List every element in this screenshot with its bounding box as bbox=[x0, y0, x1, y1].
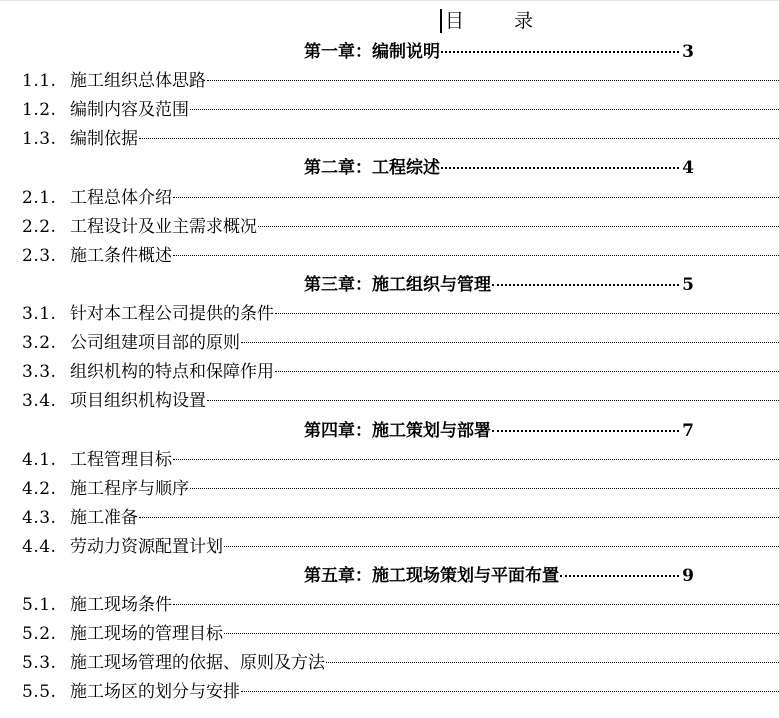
item-text: 工程管理目标 bbox=[70, 450, 172, 470]
dot-leader bbox=[275, 313, 779, 314]
item-number: 5.1. bbox=[22, 595, 57, 615]
toc-item-5-5[interactable] bbox=[22, 678, 779, 706]
item-text: 项目组织机构设置 bbox=[70, 391, 206, 411]
dot-leader bbox=[560, 575, 679, 577]
toc-item-2-1[interactable] bbox=[22, 184, 779, 212]
item-text: 工程总体介绍 bbox=[70, 188, 172, 208]
dot-leader bbox=[207, 80, 779, 81]
dot-leader bbox=[139, 517, 779, 518]
item-text: 施工组织总体思路 bbox=[70, 71, 206, 91]
page-top-edge bbox=[0, 0, 779, 1]
toc-item-4-3[interactable] bbox=[22, 504, 779, 532]
toc-item-5-1[interactable] bbox=[22, 591, 779, 619]
item-number: 3.1. bbox=[22, 304, 57, 324]
dot-leader bbox=[492, 430, 679, 432]
dot-leader bbox=[173, 197, 779, 198]
chapter-label: 第一章：编制说明 bbox=[304, 42, 440, 62]
item-text: 施工场区的划分与安排 bbox=[70, 682, 240, 702]
item-number: 1.3. bbox=[22, 129, 57, 149]
toc-chapter-3[interactable] bbox=[304, 271, 694, 299]
dot-leader bbox=[275, 371, 779, 372]
chapter-page: 9 bbox=[682, 566, 694, 586]
toc-title-first: 目 bbox=[445, 10, 465, 32]
item-number: 5.5. bbox=[22, 682, 57, 702]
dot-leader bbox=[441, 167, 679, 169]
toc-item-3-2[interactable] bbox=[22, 329, 779, 357]
item-text: 组织机构的特点和保障作用 bbox=[70, 362, 274, 382]
dot-leader bbox=[173, 604, 779, 605]
toc-chapter-5[interactable] bbox=[304, 562, 694, 590]
dot-leader bbox=[173, 459, 779, 460]
chapter-page: 5 bbox=[682, 275, 694, 295]
chapter-label: 第三章：施工组织与管理 bbox=[304, 275, 491, 295]
item-number: 3.2. bbox=[22, 333, 57, 353]
dot-leader bbox=[207, 400, 779, 401]
item-text: 施工程序与顺序 bbox=[70, 479, 189, 499]
dot-leader bbox=[326, 662, 779, 663]
toc-title bbox=[440, 8, 533, 34]
item-text: 编制依据 bbox=[70, 129, 138, 149]
toc-item-2-3[interactable] bbox=[22, 242, 779, 270]
dot-leader bbox=[190, 109, 779, 110]
toc-item-1-1[interactable] bbox=[22, 67, 779, 95]
item-number: 4.4. bbox=[22, 537, 57, 557]
toc-item-5-2[interactable] bbox=[22, 620, 779, 648]
item-number: 1.2. bbox=[22, 100, 57, 120]
toc-item-4-2[interactable] bbox=[22, 475, 779, 503]
item-text: 施工条件概述 bbox=[70, 246, 172, 266]
toc-item-3-1[interactable] bbox=[22, 300, 779, 328]
item-text: 编制内容及范围 bbox=[70, 100, 189, 120]
toc-chapter-1[interactable] bbox=[304, 38, 694, 66]
item-number: 2.1. bbox=[22, 188, 57, 208]
item-number: 5.3. bbox=[22, 653, 57, 673]
toc-item-5-3[interactable] bbox=[22, 649, 779, 677]
dot-leader bbox=[241, 342, 779, 343]
toc-item-3-4[interactable] bbox=[22, 387, 779, 415]
chapter-page: 3 bbox=[682, 42, 694, 62]
chapter-label: 第二章：工程综述 bbox=[304, 158, 440, 178]
dot-leader bbox=[492, 284, 679, 286]
toc-chapter-2[interactable] bbox=[304, 154, 694, 182]
toc-chapter-4[interactable] bbox=[304, 417, 694, 445]
dot-leader bbox=[241, 691, 779, 692]
toc-item-4-1[interactable] bbox=[22, 446, 779, 474]
dot-leader bbox=[441, 51, 679, 53]
toc-title-second: 录 bbox=[514, 10, 534, 32]
item-number: 5.2. bbox=[22, 624, 57, 644]
item-text: 施工准备 bbox=[70, 508, 138, 528]
item-text: 施工现场管理的依据、原则及方法 bbox=[70, 653, 325, 673]
dot-leader bbox=[258, 226, 779, 227]
dot-leader bbox=[224, 546, 779, 547]
item-number: 2.2. bbox=[22, 217, 57, 237]
item-text: 工程设计及业主需求概况 bbox=[70, 217, 257, 237]
item-number: 3.4. bbox=[22, 391, 57, 411]
chapter-label: 第四章：施工策划与部署 bbox=[304, 421, 491, 441]
dot-leader bbox=[173, 255, 779, 256]
item-text: 劳动力资源配置计划 bbox=[70, 537, 223, 557]
text-cursor bbox=[440, 9, 442, 33]
dot-leader bbox=[139, 138, 779, 139]
item-number: 4.1. bbox=[22, 450, 57, 470]
dot-leader bbox=[224, 633, 779, 634]
toc-item-1-2[interactable] bbox=[22, 96, 779, 124]
dot-leader bbox=[190, 488, 779, 489]
chapter-page: 7 bbox=[682, 421, 694, 441]
item-text: 施工现场条件 bbox=[70, 595, 172, 615]
item-number: 1.1. bbox=[22, 71, 57, 91]
chapter-label: 第五章：施工现场策划与平面布置 bbox=[304, 566, 559, 586]
item-text: 公司组建项目部的原则 bbox=[70, 333, 240, 353]
toc-item-1-3[interactable] bbox=[22, 125, 779, 153]
item-text: 针对本工程公司提供的条件 bbox=[70, 304, 274, 324]
item-number: 4.3. bbox=[22, 508, 57, 528]
chapter-page: 4 bbox=[682, 158, 694, 178]
item-number: 2.3. bbox=[22, 246, 57, 266]
item-number: 4.2. bbox=[22, 479, 57, 499]
item-number: 3.3. bbox=[22, 362, 57, 382]
toc-item-4-4[interactable] bbox=[22, 533, 779, 561]
toc-item-3-3[interactable] bbox=[22, 358, 779, 386]
item-text: 施工现场的管理目标 bbox=[70, 624, 223, 644]
toc-item-2-2[interactable] bbox=[22, 213, 779, 241]
